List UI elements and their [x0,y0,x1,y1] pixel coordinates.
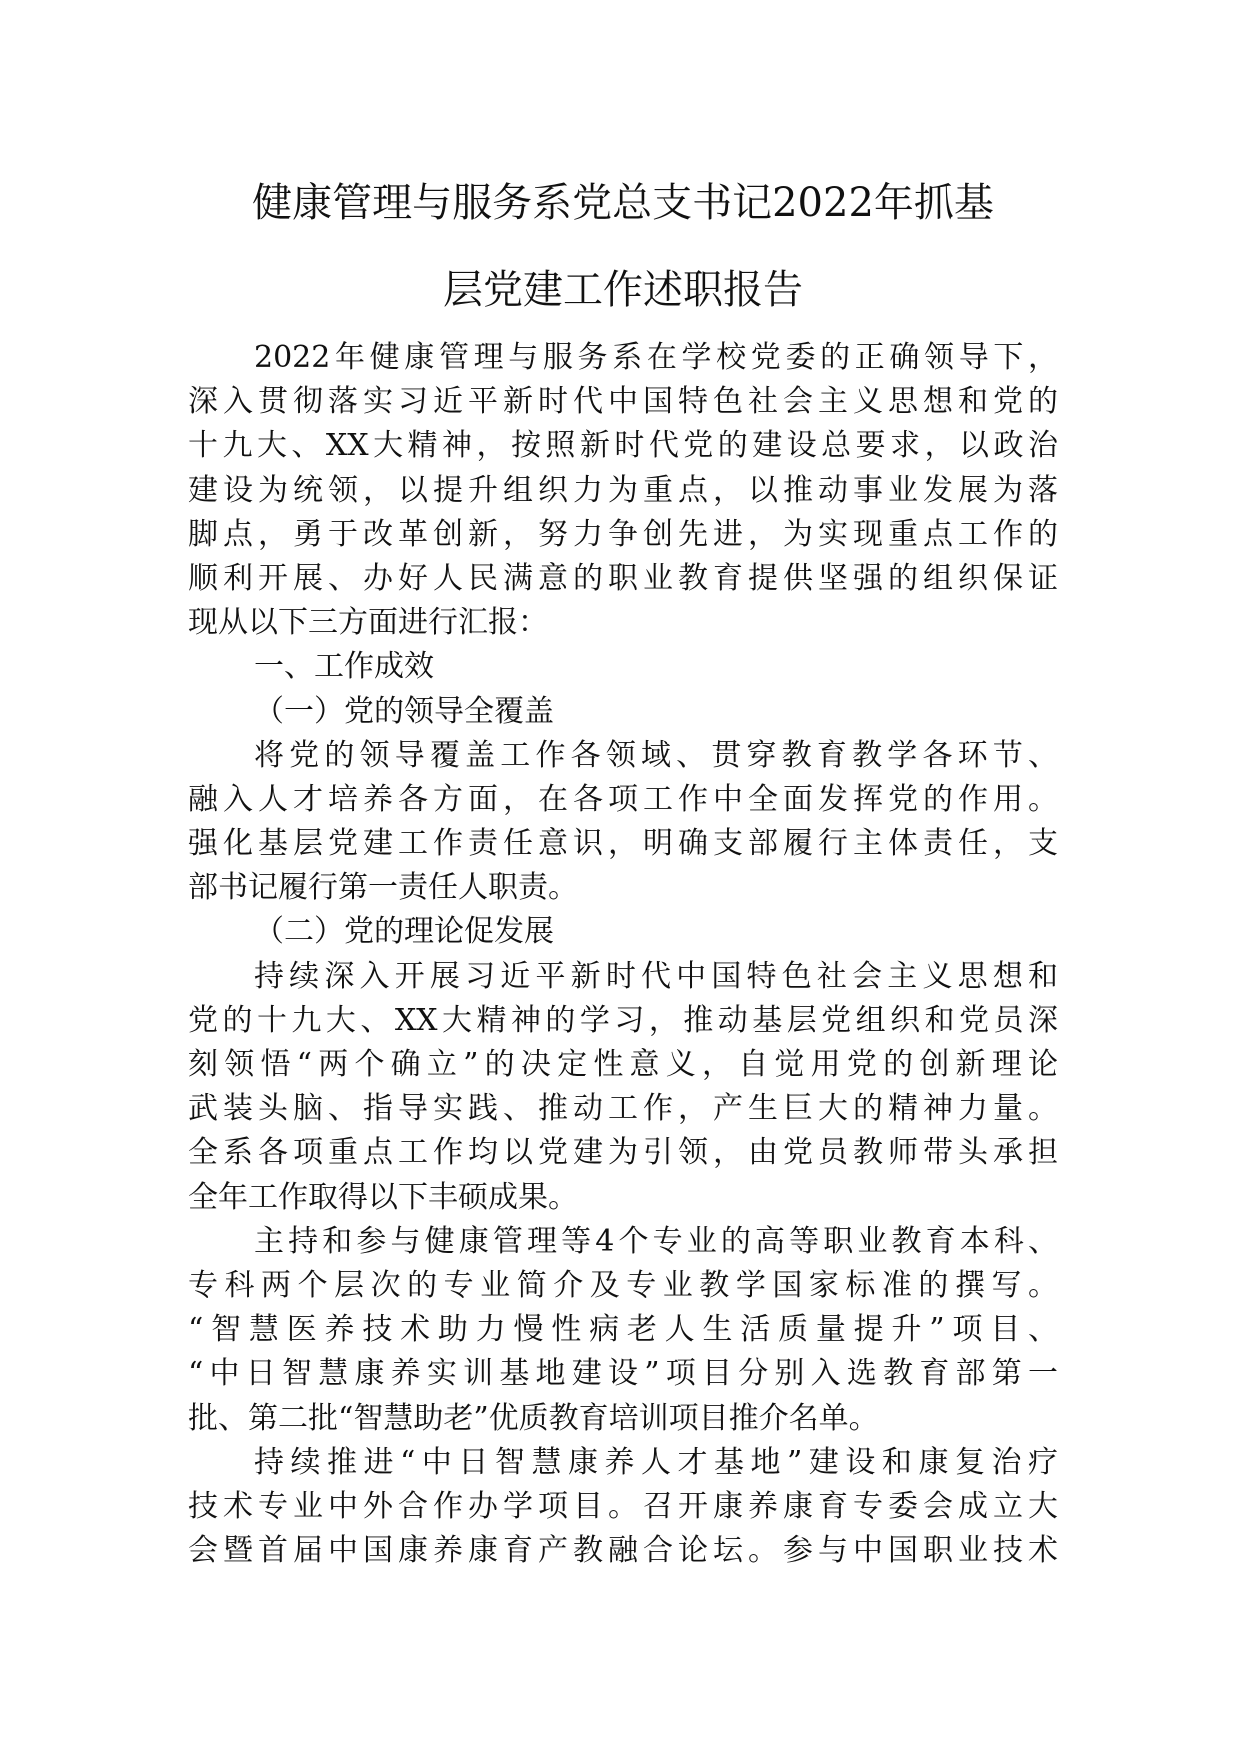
body-text-line: “中日智慧康养实训基地建设”项目分别入选教育部第一 [188,1356,1058,1392]
document-body [188,336,1058,1573]
body-text-line: 顺利开展、办好人民满意的职业教育提供坚强的组织保证 [188,560,1058,596]
body-text-line: 技术专业中外合作办学项目。召开康养康育专委会成立大 [188,1488,1058,1524]
body-text-line: （二）党的理论促发展 [254,914,554,950]
body-text-line: 建设为统领，以提升组织力为重点，以推动事业发展为落 [188,472,1058,508]
body-text-line: （一）党的领导全覆盖 [254,693,554,729]
body-text-line: 脚点，勇于改革创新，努力争创先进，为实现重点工作的 [188,516,1058,552]
body-text-line: 融入人才培养各方面，在各项工作中全面发挥党的作用。 [188,781,1058,817]
body-text-line: 批、第二批“智慧助老”优质教育培训项目推介名单。 [188,1400,879,1436]
body-text-line: “智慧医养技术助力慢性病老人生活质量提升”项目、 [188,1312,1058,1348]
body-text-line: 刻领悟“两个确立”的决定性意义，自觉用党的创新理论 [188,1047,1058,1082]
body-text-line: 部书记履行第一责任人职责。 [188,870,578,906]
body-text-line: 深入贯彻落实习近平新时代中国特色社会主义思想和党的 [188,384,1058,420]
body-text-line: 持续深入开展习近平新时代中国特色社会主义思想和 [254,958,1058,994]
document-title-line-1: 健康管理与服务系党总支书记2022年抓基 [252,180,994,226]
document-title-line-2: 层党建工作述职报告 [443,267,803,313]
document-page [188,0,1058,1754]
body-text-line: 专科两个层次的专业简介及专业教学国家标准的撰写。 [188,1267,1058,1303]
body-text-line: 十九大、XX大精神，按照新时代党的建设总要求，以政治 [188,428,1058,464]
body-text-line: 会暨首届中国康养康育产教融合论坛。参与中国职业技术 [188,1533,1058,1569]
body-text-line: 强化基层党建工作责任意识，明确支部履行主体责任，支 [188,826,1058,862]
body-text-line: 党的十九大、XX大精神的学习，推动基层党组织和党员深 [188,1002,1058,1038]
body-text-line: 主持和参与健康管理等4个专业的高等职业教育本科、 [254,1223,1058,1259]
body-text-line: 将党的领导覆盖工作各领域、贯穿教育教学各环节、 [254,737,1058,773]
body-text-line: 2022年健康管理与服务系在学校党委的正确领导下， [254,340,1058,375]
body-text-line: 持续推进“中日智慧康养人才基地”建设和康复治疗 [254,1444,1058,1480]
body-text-line: 武装头脑、指导实践、推动工作，产生巨大的精神力量。 [188,1091,1058,1127]
body-text-line: 全系各项重点工作均以党建为引领，由党员教师带头承担 [188,1135,1058,1171]
body-text-line: 现从以下三方面进行汇报： [188,605,548,641]
body-text-line: 一、工作成效 [254,649,434,685]
body-text-line: 全年工作取得以下丰硕成果。 [188,1179,578,1215]
